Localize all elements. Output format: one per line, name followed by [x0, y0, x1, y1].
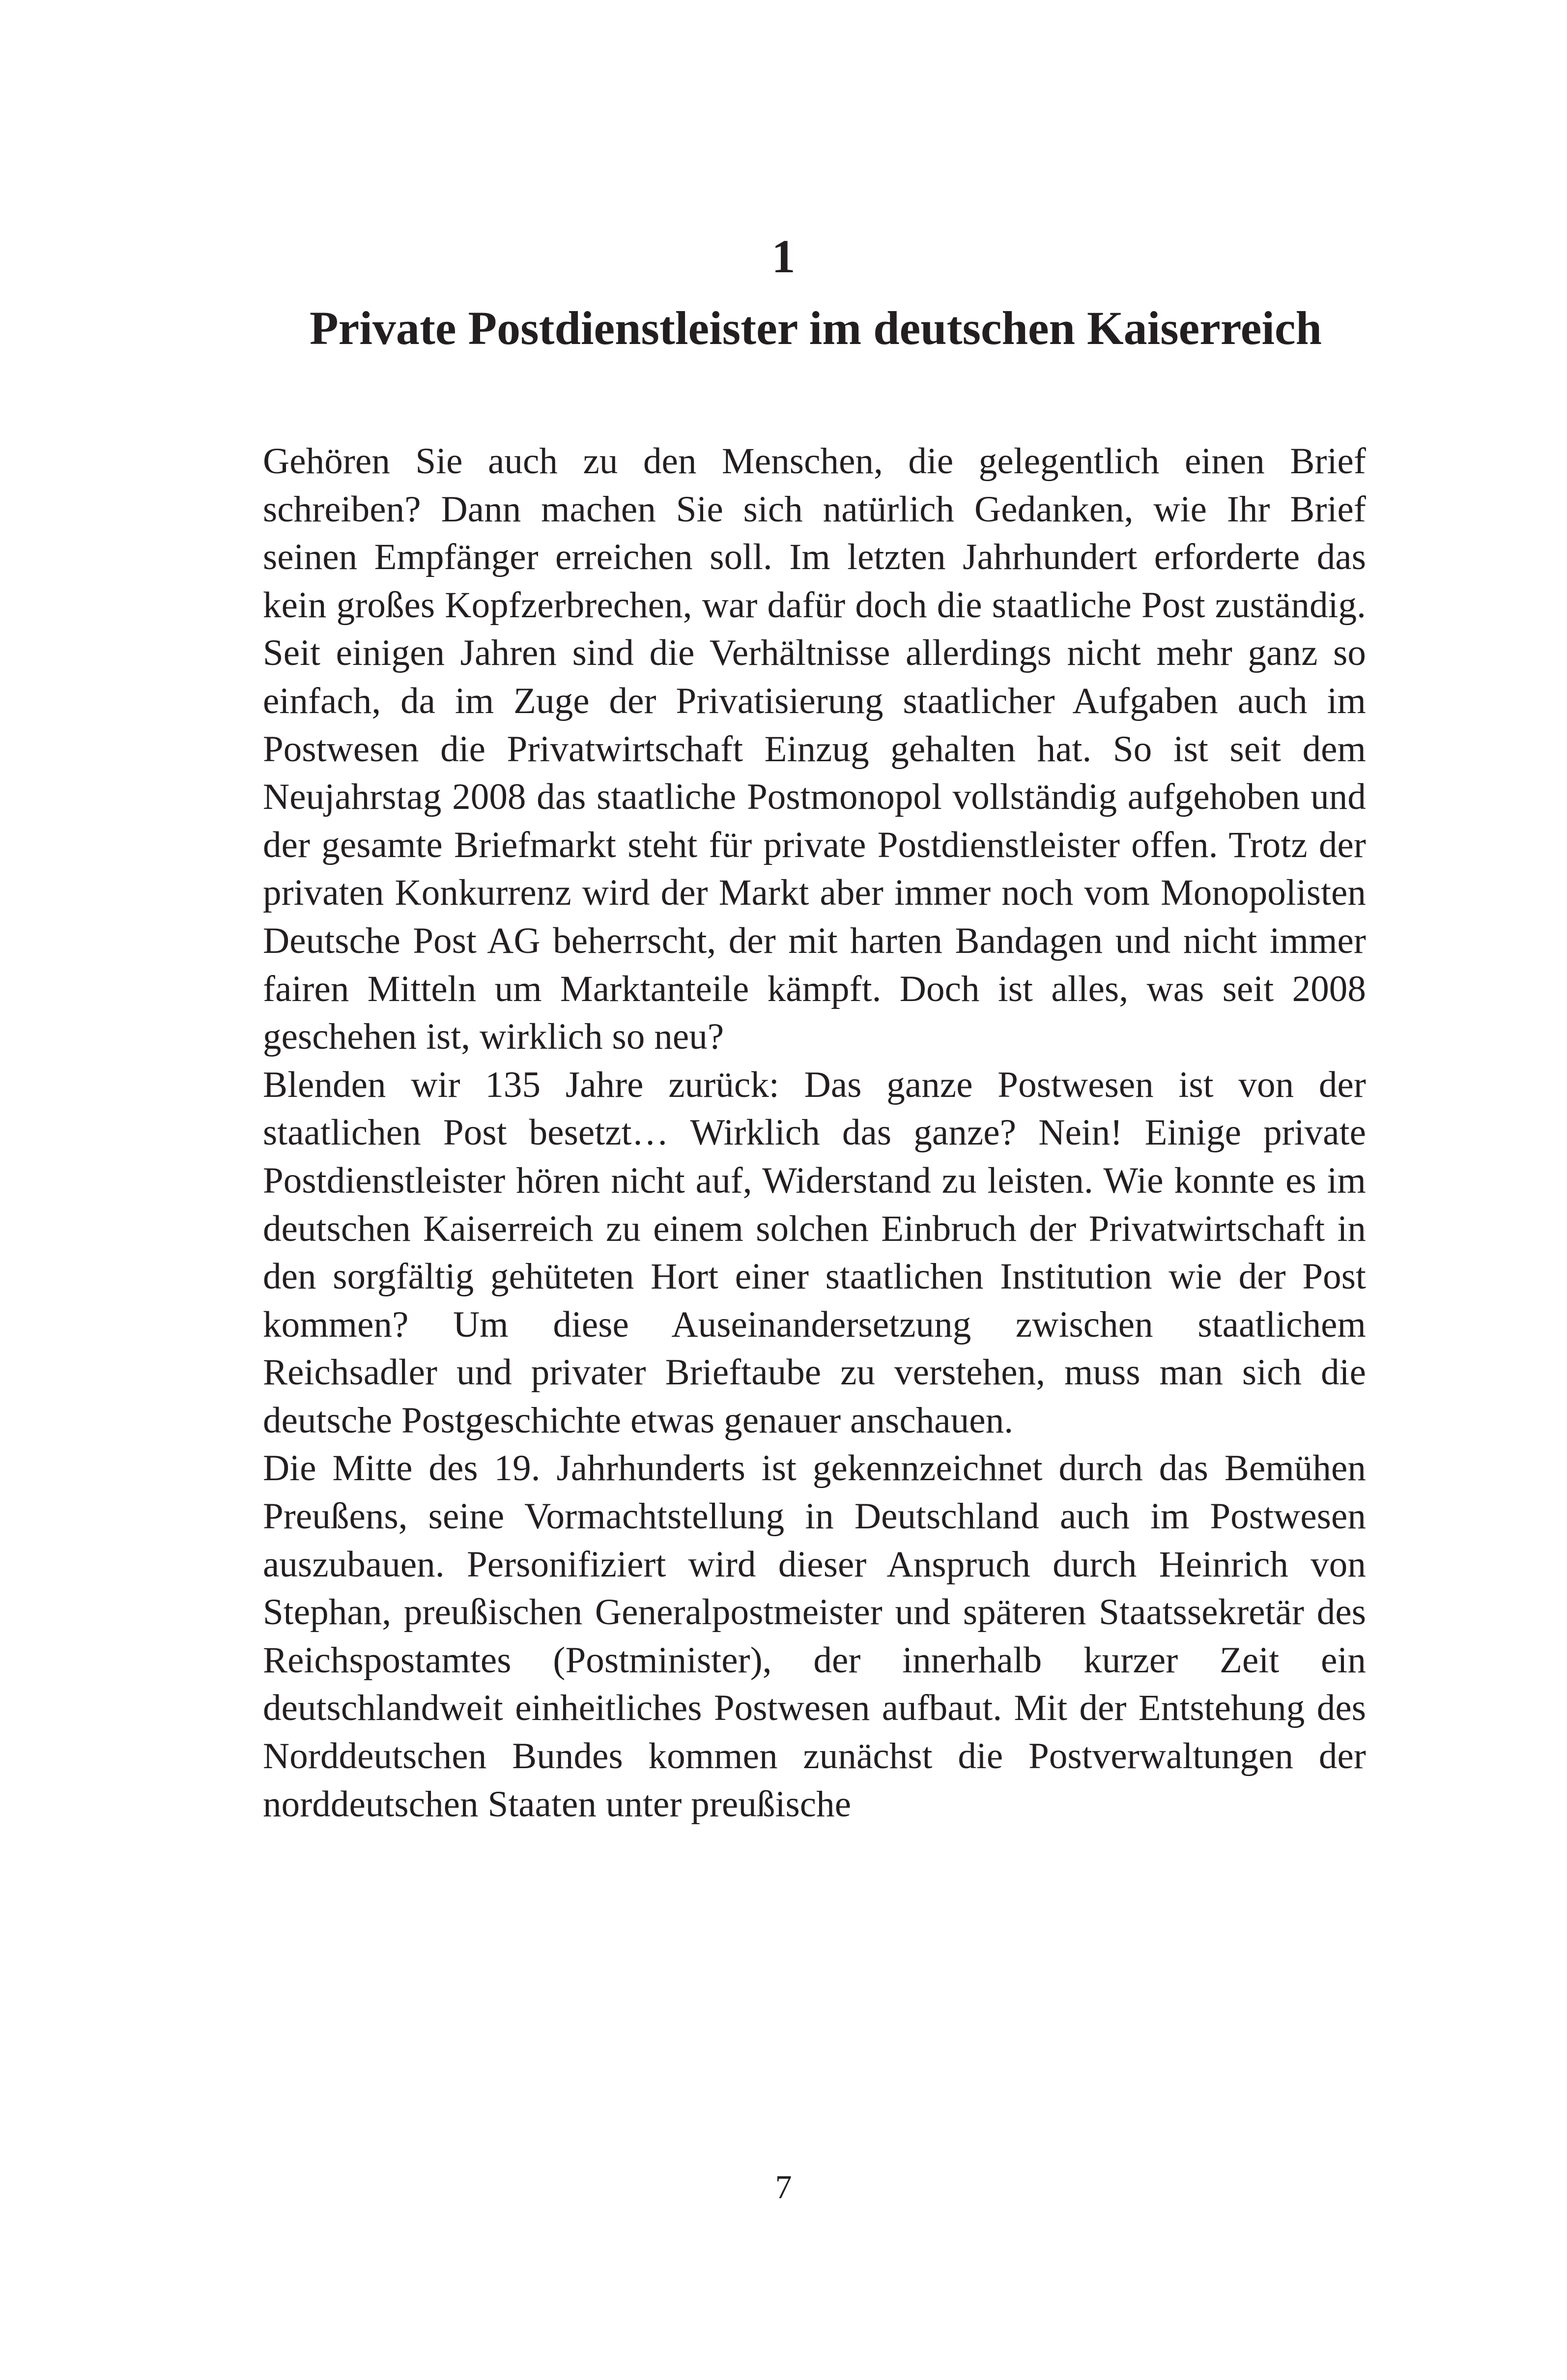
body-text: [263, 437, 1366, 1828]
paragraph-1: Gehören Sie auch zu den Menschen, die gelegentlich einen Brief schreiben? Dann machen Sie sich natürlich Gedanken, wie Ihr Brief seinen Empfänger erreichen soll. Im letzten Jahrhundert erforderte das kein großes Kopfzerbrechen, war dafür doch die staatliche Post zuständig. Seit einigen Jahren sind die Verhältnisse allerdings nicht mehr ganz so einfach, da im Zuge der Privatisierung staatlicher Aufgaben auch im Postwesen die Privatwirtschaft Einzug gehalten hat. So ist seit dem Neujahrstag 2008 das staatliche Postmonopol vollständig aufgehoben und der gesamte Briefmarkt steht für private Postdienstleister offen. Trotz der privaten Konkurrenz wird der Markt aber immer noch vom Monopolisten Deutsche Post AG beherrscht, der mit harten Bandagen und nicht immer fairen Mitteln um Marktanteile kämpft. Doch ist alles, was seit 2008 geschehen ist, wirklich so neu?: [263, 441, 1366, 1058]
chapter-title: Private Postdienstleister im deutschen Kaiserreich: [309, 302, 1322, 354]
chapter-number: 1: [771, 230, 796, 283]
page-number: 7: [775, 2168, 792, 2206]
paragraph-3: Die Mitte des 19. Jahrhunderts ist gekennzeichnet durch das Bemühen Preußens, seine Vormachtstellung in Deutschland auch im Postwesen auszubauen. Personifiziert wird dieser Anspruch durch Heinrich von Stephan, preußischen Generalpostmeister und späteren Staatssekretär des Reichspostamtes (Postminister), der innerhalb kurzer Zeit ein deutschlandweit einheitliches Postwesen aufbaut. Mit der Entstehung des Norddeutschen Bundes kommen zunächst die Postverwaltungen der norddeutschen Staaten unter preußische: [263, 1448, 1366, 1825]
paragraph-2: Blenden wir 135 Jahre zurück: Das ganze Postwesen ist von der staatlichen Post besetzt… Wirklich das ganze? Nein! Einige private Postdienstleister hören nicht auf, Widerstand zu leisten. Wie konnte es im deutschen Kaiserreich zu einem solchen Einbruch der Privatwirtschaft in den sorgfältig gehüteten Hort einer staatlichen Institution wie der Post kommen? Um diese Auseinandersetzung zwischen staatlichem Reichsadler und privater Brieftaube zu verstehen, muss man sich die deutsche Postgeschichte etwas genauer anschauen.: [263, 1064, 1366, 1441]
